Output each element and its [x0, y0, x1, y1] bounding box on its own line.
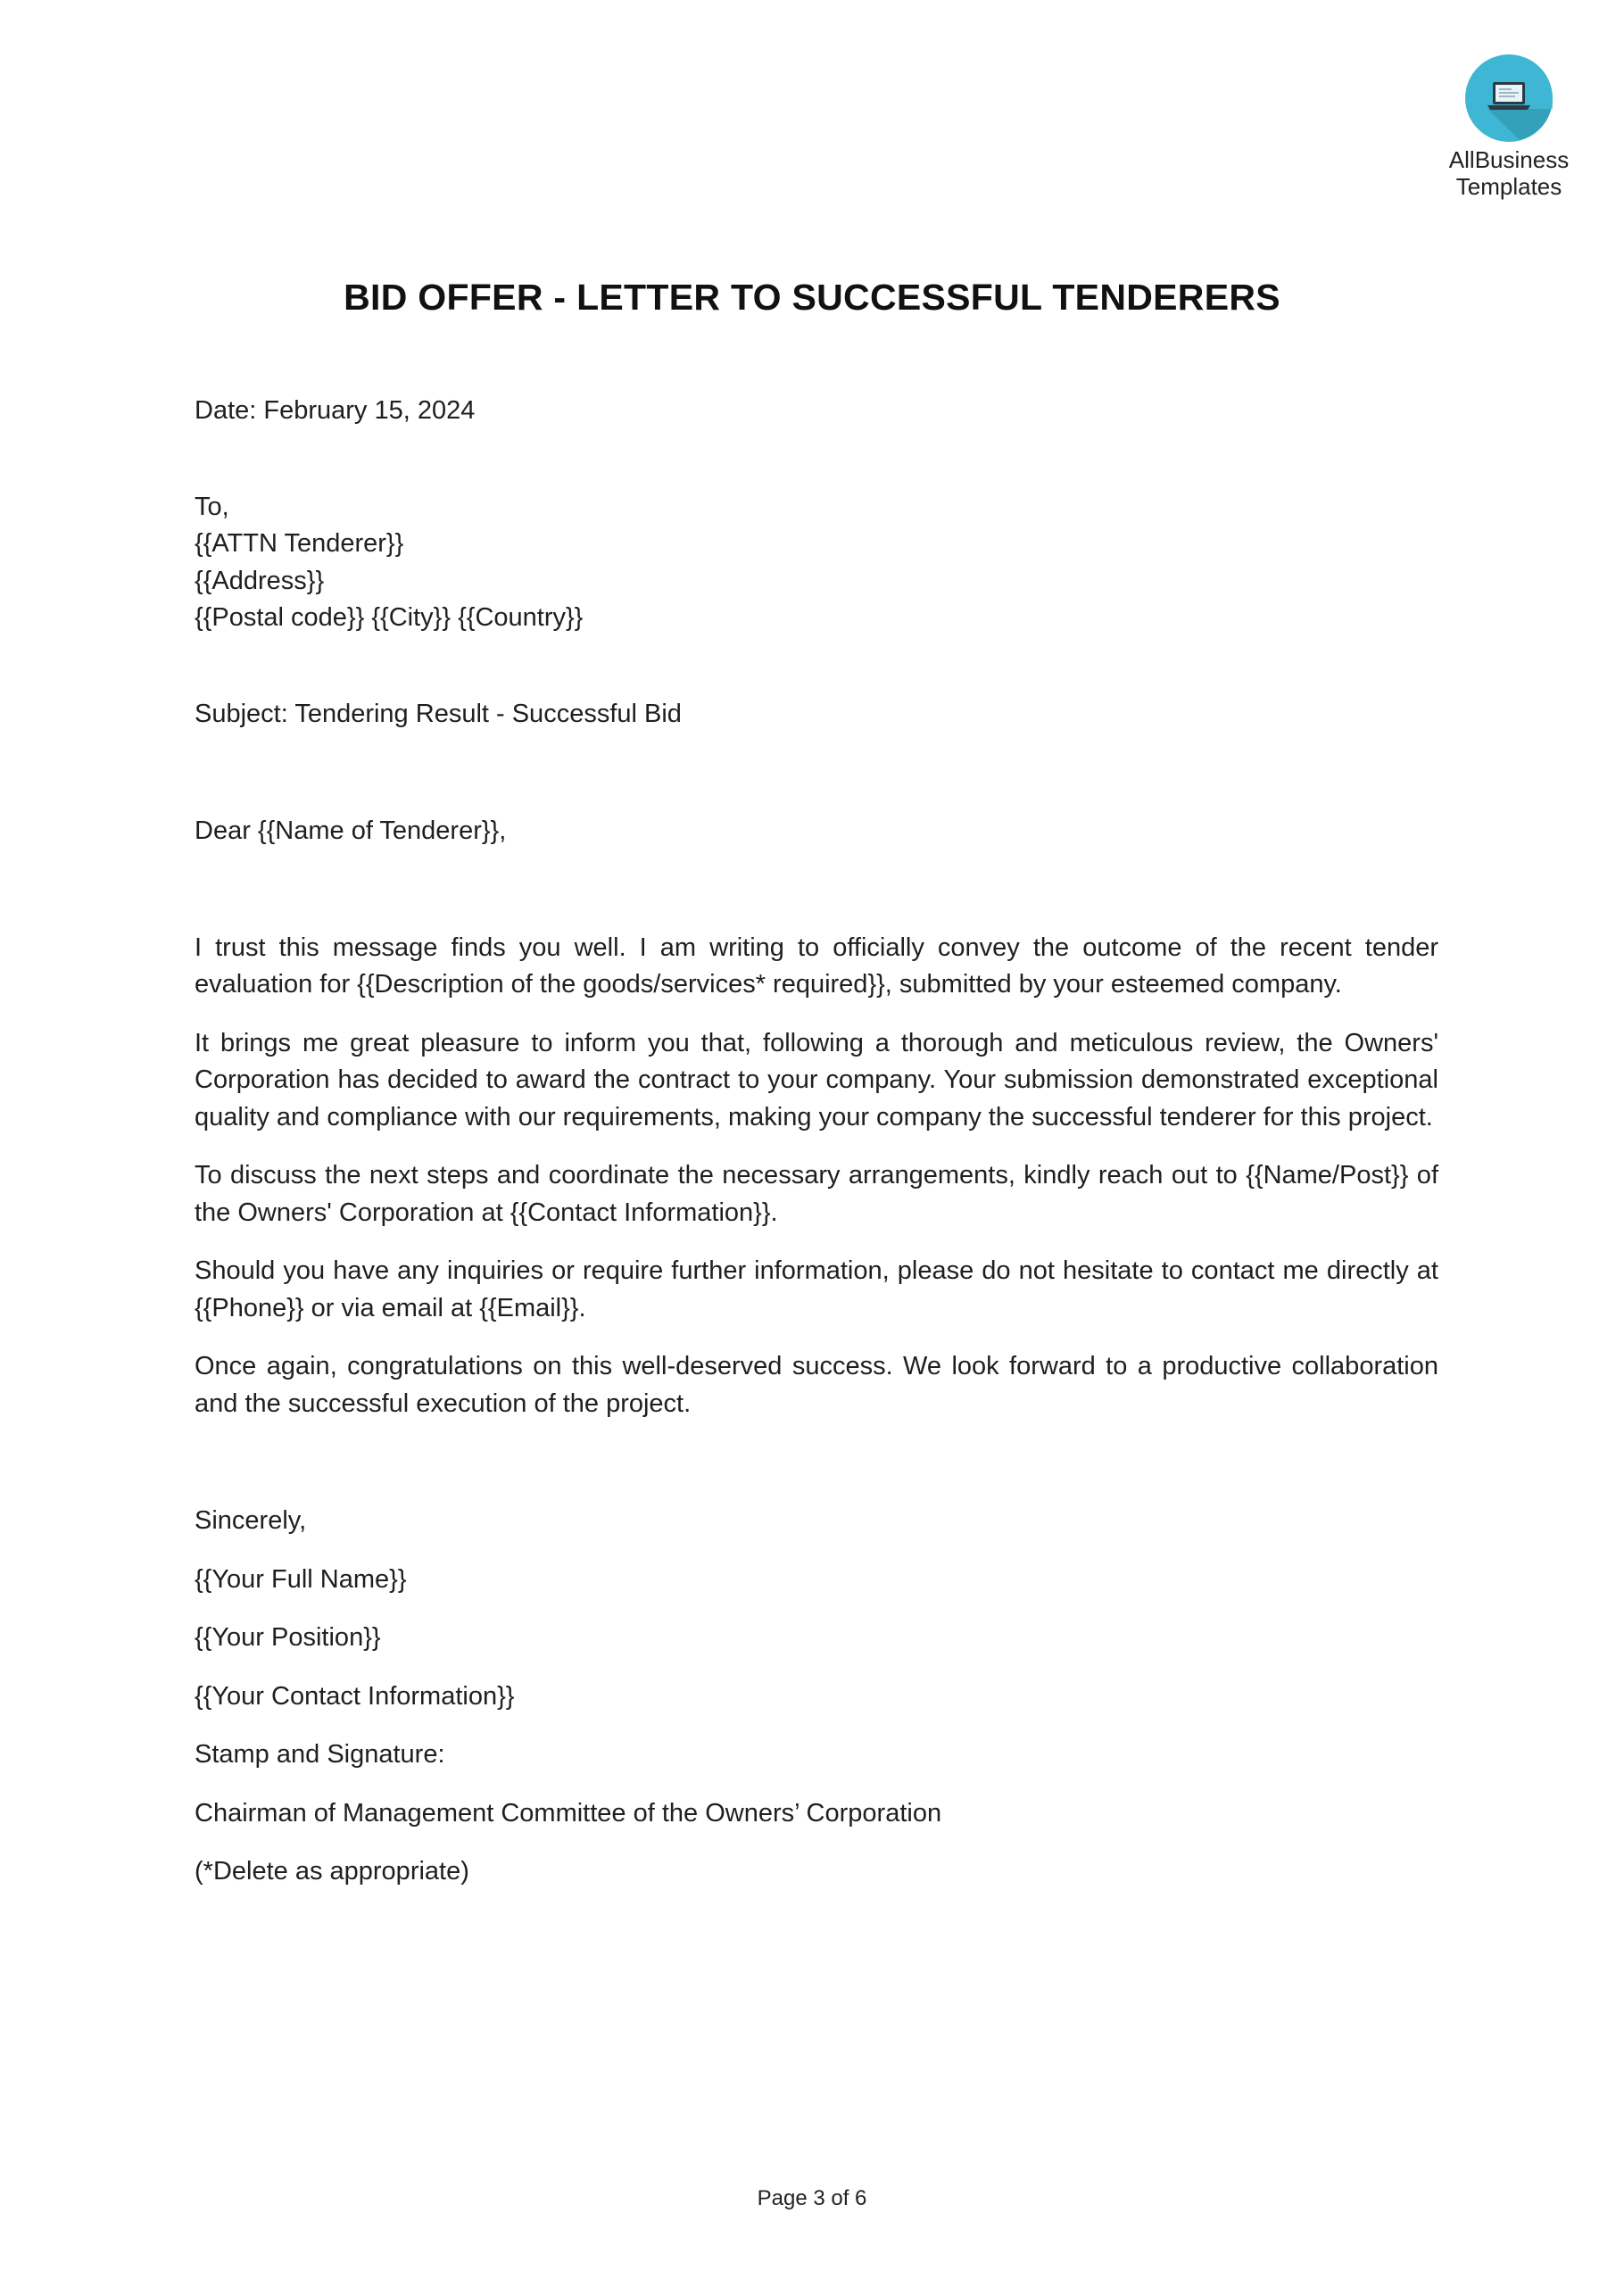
- recipient-attn: {{ATTN Tenderer}}: [195, 529, 404, 558]
- closing-contact: {{Your Contact Information}}: [195, 1681, 515, 1711]
- date-line: Date: February 15, 2024: [195, 396, 476, 425]
- logo-line-1: AllBusiness: [1448, 146, 1570, 173]
- document-title: BID OFFER - LETTER TO SUCCESSFUL TENDERERS: [344, 277, 1280, 318]
- logo-line-2: Templates: [1455, 173, 1562, 200]
- closing-sincerely: Sincerely,: [195, 1506, 307, 1535]
- allbusiness-templates-logo: [1424, 54, 1594, 200]
- recipient-address: {{Address}}: [195, 566, 325, 595]
- paragraph-2: It brings me great pleasure to inform you that, following a thorough and meticulous review, the Owners' Corporation has decided to award the contract to your company. Your submission demonstrated exceptional quality and compliance with our requirements, making your company the successful tenderer for this project.: [195, 1028, 1438, 1131]
- closing-full-name: {{Your Full Name}}: [195, 1564, 407, 1594]
- closing-chairman: Chairman of Management Committee of the Owners’ Corporation: [195, 1798, 942, 1828]
- paragraph-4: Should you have any inquiries or require further information, please do not hesitate to contact me directly at {{Phone}} or via email at {{Email}}.: [195, 1256, 1438, 1322]
- closing-stamp: Stamp and Signature:: [195, 1740, 445, 1769]
- recipient-postal: {{Postal code}} {{City}} {{Country}}: [195, 603, 584, 632]
- recipient-block: [195, 489, 1438, 637]
- laptop-logo-icon: [1464, 54, 1554, 143]
- closing-note: (*Delete as appropriate): [195, 1857, 469, 1886]
- closing-position: {{Your Position}}: [195, 1623, 381, 1652]
- recipient-to: To,: [195, 492, 229, 521]
- subject-line: Subject: Tendering Result - Successful Bid: [195, 699, 682, 728]
- paragraph-5: Once again, congratulations on this well-deserved success. We look forward to a productive collaboration and the successful execution of the project.: [195, 1352, 1438, 1418]
- closing-block: [195, 1503, 1438, 1891]
- page-number: Page 3 of 6: [757, 2186, 867, 2210]
- paragraph-3: To discuss the next steps and coordinate the necessary arrangements, kindly reach out to {{Name/Post}} of the Owners' Corporation at {{Contact Information}}.: [195, 1161, 1438, 1227]
- salutation: Dear {{Name of Tenderer}},: [195, 816, 507, 845]
- letter-body: [195, 393, 1438, 1891]
- paragraph-1: I trust this message finds you well. I am writing to officially convey the outcome of the recent tender evaluation for {{Description of the goods/services* required}}, submitted by your esteemed company.: [195, 932, 1438, 999]
